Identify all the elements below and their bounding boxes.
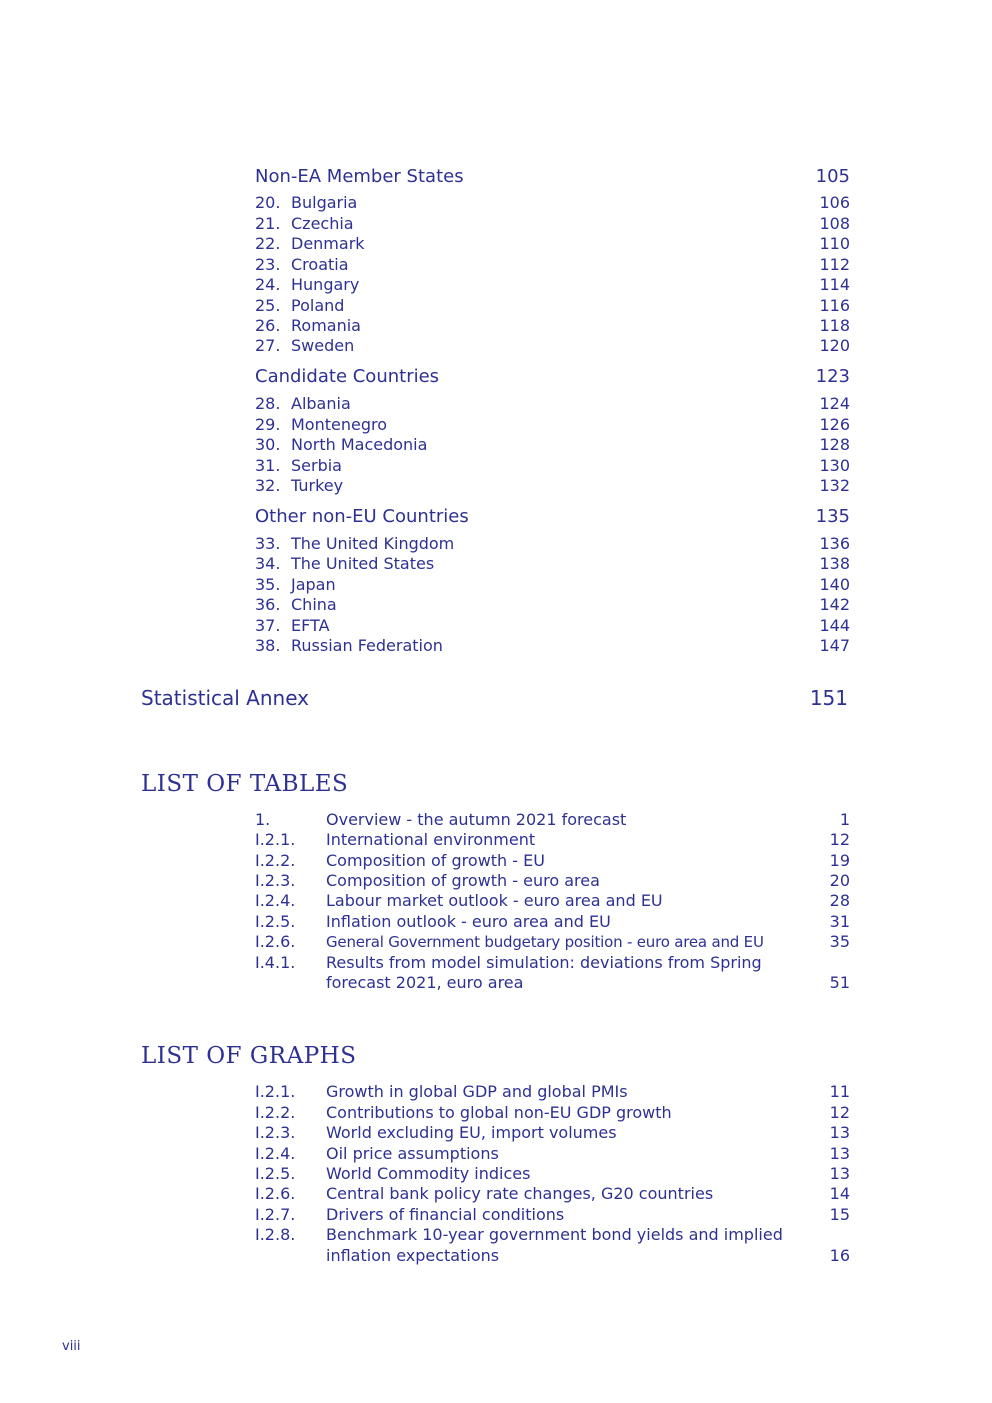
toc-entry[interactable] [0, 234, 992, 254]
toc-entry-number: 20. [255, 193, 281, 212]
toc-entry-number: 38. [255, 636, 281, 655]
toc-entry-label: Serbia [291, 456, 342, 475]
toc-entry-label: EFTA [291, 616, 330, 635]
toc-entry-label: Czechia [291, 214, 354, 233]
table-entry-label: Composition of growth - euro area [326, 871, 600, 890]
graph-entry-label: World Commodity indices [326, 1164, 531, 1183]
graph-entry-label: Benchmark 10-year government bond yields and implied [326, 1225, 783, 1244]
graph-entry[interactable] [0, 1164, 992, 1184]
toc-entry[interactable] [0, 275, 992, 295]
table-entry-label: Labour market outlook - euro area and EU [326, 891, 663, 910]
graph-entry-page: 13 [829, 1144, 850, 1163]
toc-entry-page: 124 [819, 394, 850, 413]
toc-entry[interactable] [0, 554, 992, 574]
table-entry-label: Results from model simulation: deviations from Spring [326, 953, 762, 972]
toc-entry[interactable] [0, 456, 992, 476]
table-entry-number: I.2.2. [255, 851, 296, 870]
graph-entry[interactable] [0, 1225, 992, 1266]
toc-group-page: 135 [815, 506, 850, 527]
toc-entry-label: Japan [291, 575, 336, 594]
table-entry[interactable] [0, 830, 992, 850]
toc-entry-page: 132 [819, 476, 850, 495]
toc-entry-page: 128 [819, 435, 850, 454]
table-entry[interactable] [0, 871, 992, 891]
toc-entry-page: 144 [819, 616, 850, 635]
toc-entry-label: Romania [291, 316, 361, 335]
toc-entry[interactable] [0, 415, 992, 435]
toc-entry-page: 130 [819, 456, 850, 475]
toc-entry-number: 37. [255, 616, 281, 635]
table-entry-number: I.2.1. [255, 830, 296, 849]
toc-group-title[interactable]: Non-EA Member States [255, 166, 464, 187]
table-entry-number: I.2.6. [255, 932, 296, 951]
toc-entry-label: North Macedonia [291, 435, 428, 454]
table-entry-page: 19 [829, 851, 850, 870]
graph-entry[interactable] [0, 1205, 992, 1225]
toc-entry-number: 23. [255, 255, 281, 274]
graph-entry-number: I.2.5. [255, 1164, 296, 1183]
toc-entry-number: 29. [255, 415, 281, 434]
graph-entry-page: 15 [829, 1205, 850, 1224]
toc-entry-number: 28. [255, 394, 281, 413]
toc-entry-number: 32. [255, 476, 281, 495]
table-entry-label: General Government budgetary position - euro area and EU [326, 933, 764, 951]
toc-entry-page: 106 [819, 193, 850, 212]
toc-entry[interactable] [0, 193, 992, 213]
list-of-graphs-heading: LIST OF GRAPHS [141, 1043, 357, 1069]
toc-entry-page: 120 [819, 336, 850, 355]
toc-entry-page: 118 [819, 316, 850, 335]
graph-entry-label: Growth in global GDP and global PMIs [326, 1082, 628, 1101]
toc-entry-number: 36. [255, 595, 281, 614]
toc-entry-label: The United Kingdom [291, 534, 455, 553]
graph-entry-page: 14 [829, 1184, 850, 1203]
toc-entry-label: Russian Federation [291, 636, 443, 655]
table-entry-page: 20 [829, 871, 850, 890]
graph-entry-page: 16 [829, 1246, 850, 1265]
toc-entry-page: 116 [819, 296, 850, 315]
toc-entry-label: Albania [291, 394, 351, 413]
toc-entry[interactable] [0, 476, 992, 496]
toc-entry[interactable] [0, 534, 992, 554]
graph-entry[interactable] [0, 1123, 992, 1143]
graph-entry-page: 13 [829, 1164, 850, 1183]
table-entry[interactable] [0, 851, 992, 871]
table-entry-label-continued: forecast 2021, euro area [326, 973, 524, 992]
toc-entry-number: 21. [255, 214, 281, 233]
graph-entry-label-continued: inflation expectations [326, 1246, 500, 1265]
toc-entry-number: 25. [255, 296, 281, 315]
toc-entry[interactable] [0, 616, 992, 636]
toc-annex-page: 151 [809, 686, 848, 710]
table-entry[interactable] [0, 932, 992, 952]
toc-entry-page: 110 [819, 234, 850, 253]
toc-entry-page: 138 [819, 554, 850, 573]
graph-entry-page: 11 [829, 1082, 850, 1101]
graph-entry-number: I.2.3. [255, 1123, 296, 1142]
graph-entry-label: Drivers of financial conditions [326, 1205, 565, 1224]
graph-entry-number: I.2.1. [255, 1082, 296, 1101]
table-entry-page: 31 [829, 912, 850, 931]
graph-entry-label: Central bank policy rate changes, G20 countries [326, 1184, 714, 1203]
graph-entry-label: Oil price assumptions [326, 1144, 499, 1163]
table-entry-label: Inflation outlook - euro area and EU [326, 912, 611, 931]
toc-entry-number: 22. [255, 234, 281, 253]
toc-entry[interactable] [0, 316, 992, 336]
table-entry-page: 12 [829, 830, 850, 849]
table-entry-label: Overview - the autumn 2021 forecast [326, 810, 627, 829]
graph-entry-page: 13 [829, 1123, 850, 1142]
graph-entry-number: I.2.7. [255, 1205, 296, 1224]
table-entry[interactable] [0, 912, 992, 932]
toc-entry-number: 34. [255, 554, 281, 573]
table-entry-number: I.2.4. [255, 891, 296, 910]
toc-entry[interactable] [0, 636, 992, 656]
toc-group-title[interactable]: Candidate Countries [255, 366, 440, 387]
graph-entry[interactable] [0, 1103, 992, 1123]
table-entry-page: 35 [829, 932, 850, 951]
toc-entry-page: 142 [819, 595, 850, 614]
table-entry-page: 1 [839, 810, 850, 829]
graph-entry[interactable] [0, 1184, 992, 1204]
toc-entry[interactable] [0, 214, 992, 234]
toc-entry-number: 24. [255, 275, 281, 294]
toc-entry-page: 126 [819, 415, 850, 434]
table-entry[interactable] [0, 891, 992, 911]
table-entry-number: I.2.5. [255, 912, 296, 931]
toc-entry[interactable] [0, 296, 992, 316]
toc-entry-number: 31. [255, 456, 281, 475]
toc-group-title[interactable]: Other non-EU Countries [255, 506, 469, 527]
list-of-tables-heading: LIST OF TABLES [141, 771, 349, 797]
graph-entry[interactable] [0, 1082, 992, 1102]
toc-entry-number: 26. [255, 316, 281, 335]
toc-entry-page: 108 [819, 214, 850, 233]
page-number: viii [62, 1339, 81, 1354]
graph-entry-number: I.2.4. [255, 1144, 296, 1163]
toc-entry[interactable] [0, 336, 992, 356]
table-entry[interactable] [0, 953, 992, 994]
table-entry-number: I.4.1. [255, 953, 296, 972]
table-entry-label: Composition of growth - EU [326, 851, 545, 870]
toc-entry-label: China [291, 595, 337, 614]
table-entry-number: 1. [255, 810, 271, 829]
toc-entry-page: 136 [819, 534, 850, 553]
toc-annex-title[interactable]: Statistical Annex [141, 686, 309, 710]
toc-entry-label: Denmark [291, 234, 365, 253]
toc-group-page: 123 [815, 366, 850, 387]
graph-entry-label: Contributions to global non-EU GDP growth [326, 1103, 672, 1122]
table-entry-label: International environment [326, 830, 536, 849]
toc-entry-label: Montenegro [291, 415, 388, 434]
toc-entry-number: 33. [255, 534, 281, 553]
toc-entry-number: 27. [255, 336, 281, 355]
toc-entry-number: 30. [255, 435, 281, 454]
table-entry[interactable] [0, 810, 992, 830]
toc-entry-label: Bulgaria [291, 193, 358, 212]
toc-entry-page: 140 [819, 575, 850, 594]
toc-entry-page: 147 [819, 636, 850, 655]
toc-entry-label: Poland [291, 296, 345, 315]
toc-entry[interactable] [0, 435, 992, 455]
toc-entry-page: 114 [819, 275, 850, 294]
graph-entry-number: I.2.8. [255, 1225, 296, 1244]
toc-entry-label: Sweden [291, 336, 355, 355]
toc-entry-label: Turkey [291, 476, 344, 495]
toc-entry[interactable] [0, 595, 992, 615]
graph-entry-number: I.2.6. [255, 1184, 296, 1203]
graph-entry-label: World excluding EU, import volumes [326, 1123, 617, 1142]
table-entry-page: 51 [829, 973, 850, 992]
toc-entry[interactable] [0, 575, 992, 595]
toc-entry[interactable] [0, 255, 992, 275]
graph-entry-number: I.2.2. [255, 1103, 296, 1122]
toc-entry[interactable] [0, 394, 992, 414]
toc-entry-label: The United States [291, 554, 435, 573]
table-entry-page: 28 [829, 891, 850, 910]
toc-entry-number: 35. [255, 575, 281, 594]
toc-group-page: 105 [815, 166, 850, 187]
graph-entry-page: 12 [829, 1103, 850, 1122]
toc-entry-label: Hungary [291, 275, 360, 294]
graph-entry[interactable] [0, 1144, 992, 1164]
table-entry-number: I.2.3. [255, 871, 296, 890]
toc-entry-label: Croatia [291, 255, 349, 274]
toc-entry-page: 112 [819, 255, 850, 274]
